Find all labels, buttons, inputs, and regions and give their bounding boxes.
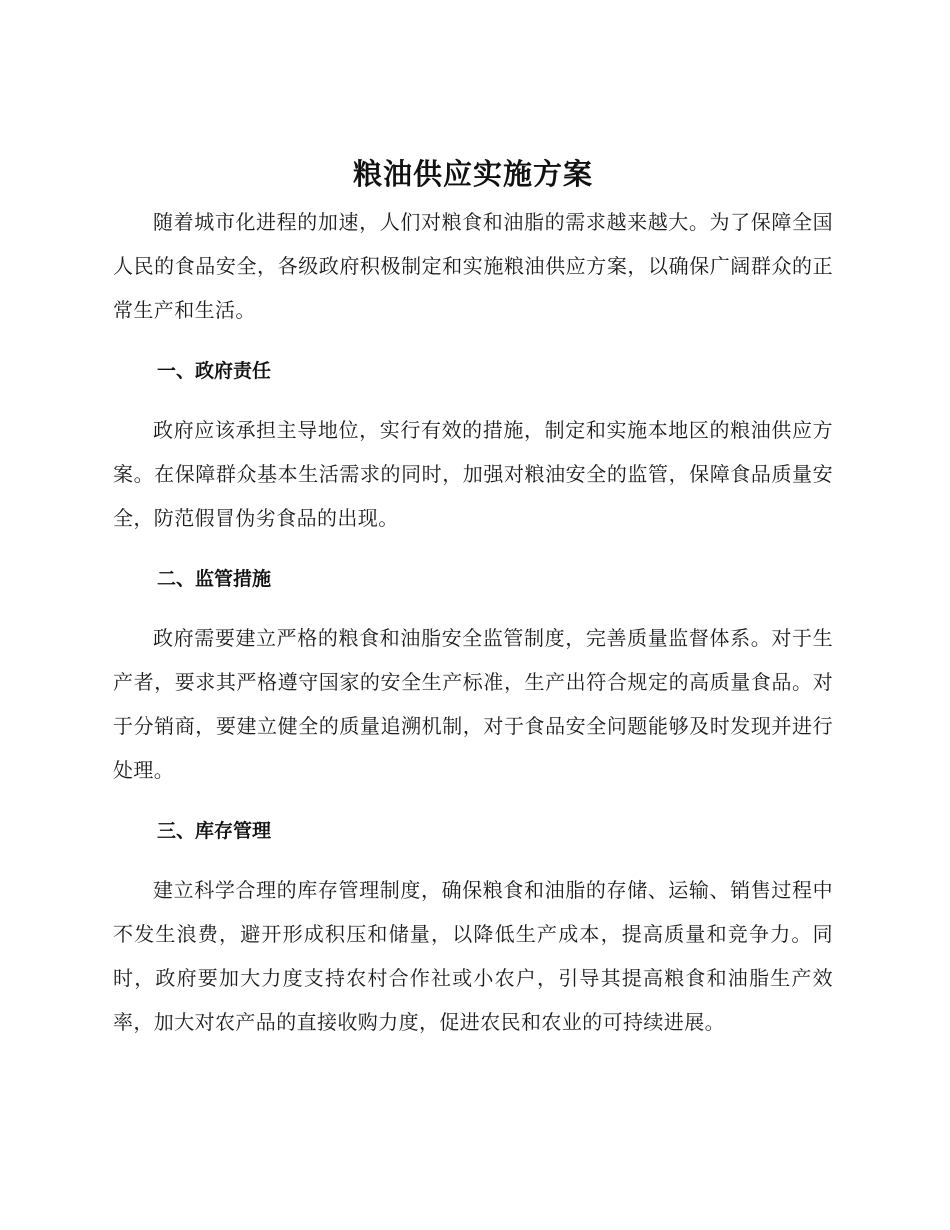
section-heading-government-responsibility: 一、政府责任 xyxy=(157,360,272,382)
document-title: 粮油供应实施方案 xyxy=(352,157,593,191)
section-body-inventory-management: 建立科学合理的库存管理制度，确保粮食和油脂的存储、运输、销售过程中不发生浪费，避开形成积压和储量，以降低生产成本，提高质量和竞争力。同时，政府要加大力度支持农村合作社或小农户，引导其提高粮食和油脂生产效率，加大对农产品的直接收购力度，促进农民和农业的可持续进展。 xyxy=(113,878,833,1034)
section-heading-supervision-measures: 二、监管措施 xyxy=(157,568,272,590)
section-body-supervision-measures: 政府需要建立严格的粮食和油脂安全监管制度，完善质量监督体系。对于生产者，要求其严格遵守国家的安全生产标准，生产出符合规定的高质量食品。对于分销商，要建立健全的质量追溯机制，对于食品安全问题能够及时发现并进行处理。 xyxy=(113,626,833,782)
intro-paragraph: 随着城市化进程的加速，人们对粮食和油脂的需求越来越大。为了保障全国人民的食品安全，各级政府积极制定和实施粮油供应方案，以确保广阔群众的正常生产和生活。 xyxy=(113,210,833,322)
section-body-government-responsibility: 政府应该承担主导地位，实行有效的措施，制定和实施本地区的粮油供应方案。在保障群众基本生活需求的同时，加强对粮油安全的监管，保障食品质量安全，防范假冒伪劣食品的出现。 xyxy=(113,418,833,530)
document-page xyxy=(113,148,833,1044)
section-heading-inventory-management: 三、库存管理 xyxy=(157,820,272,842)
